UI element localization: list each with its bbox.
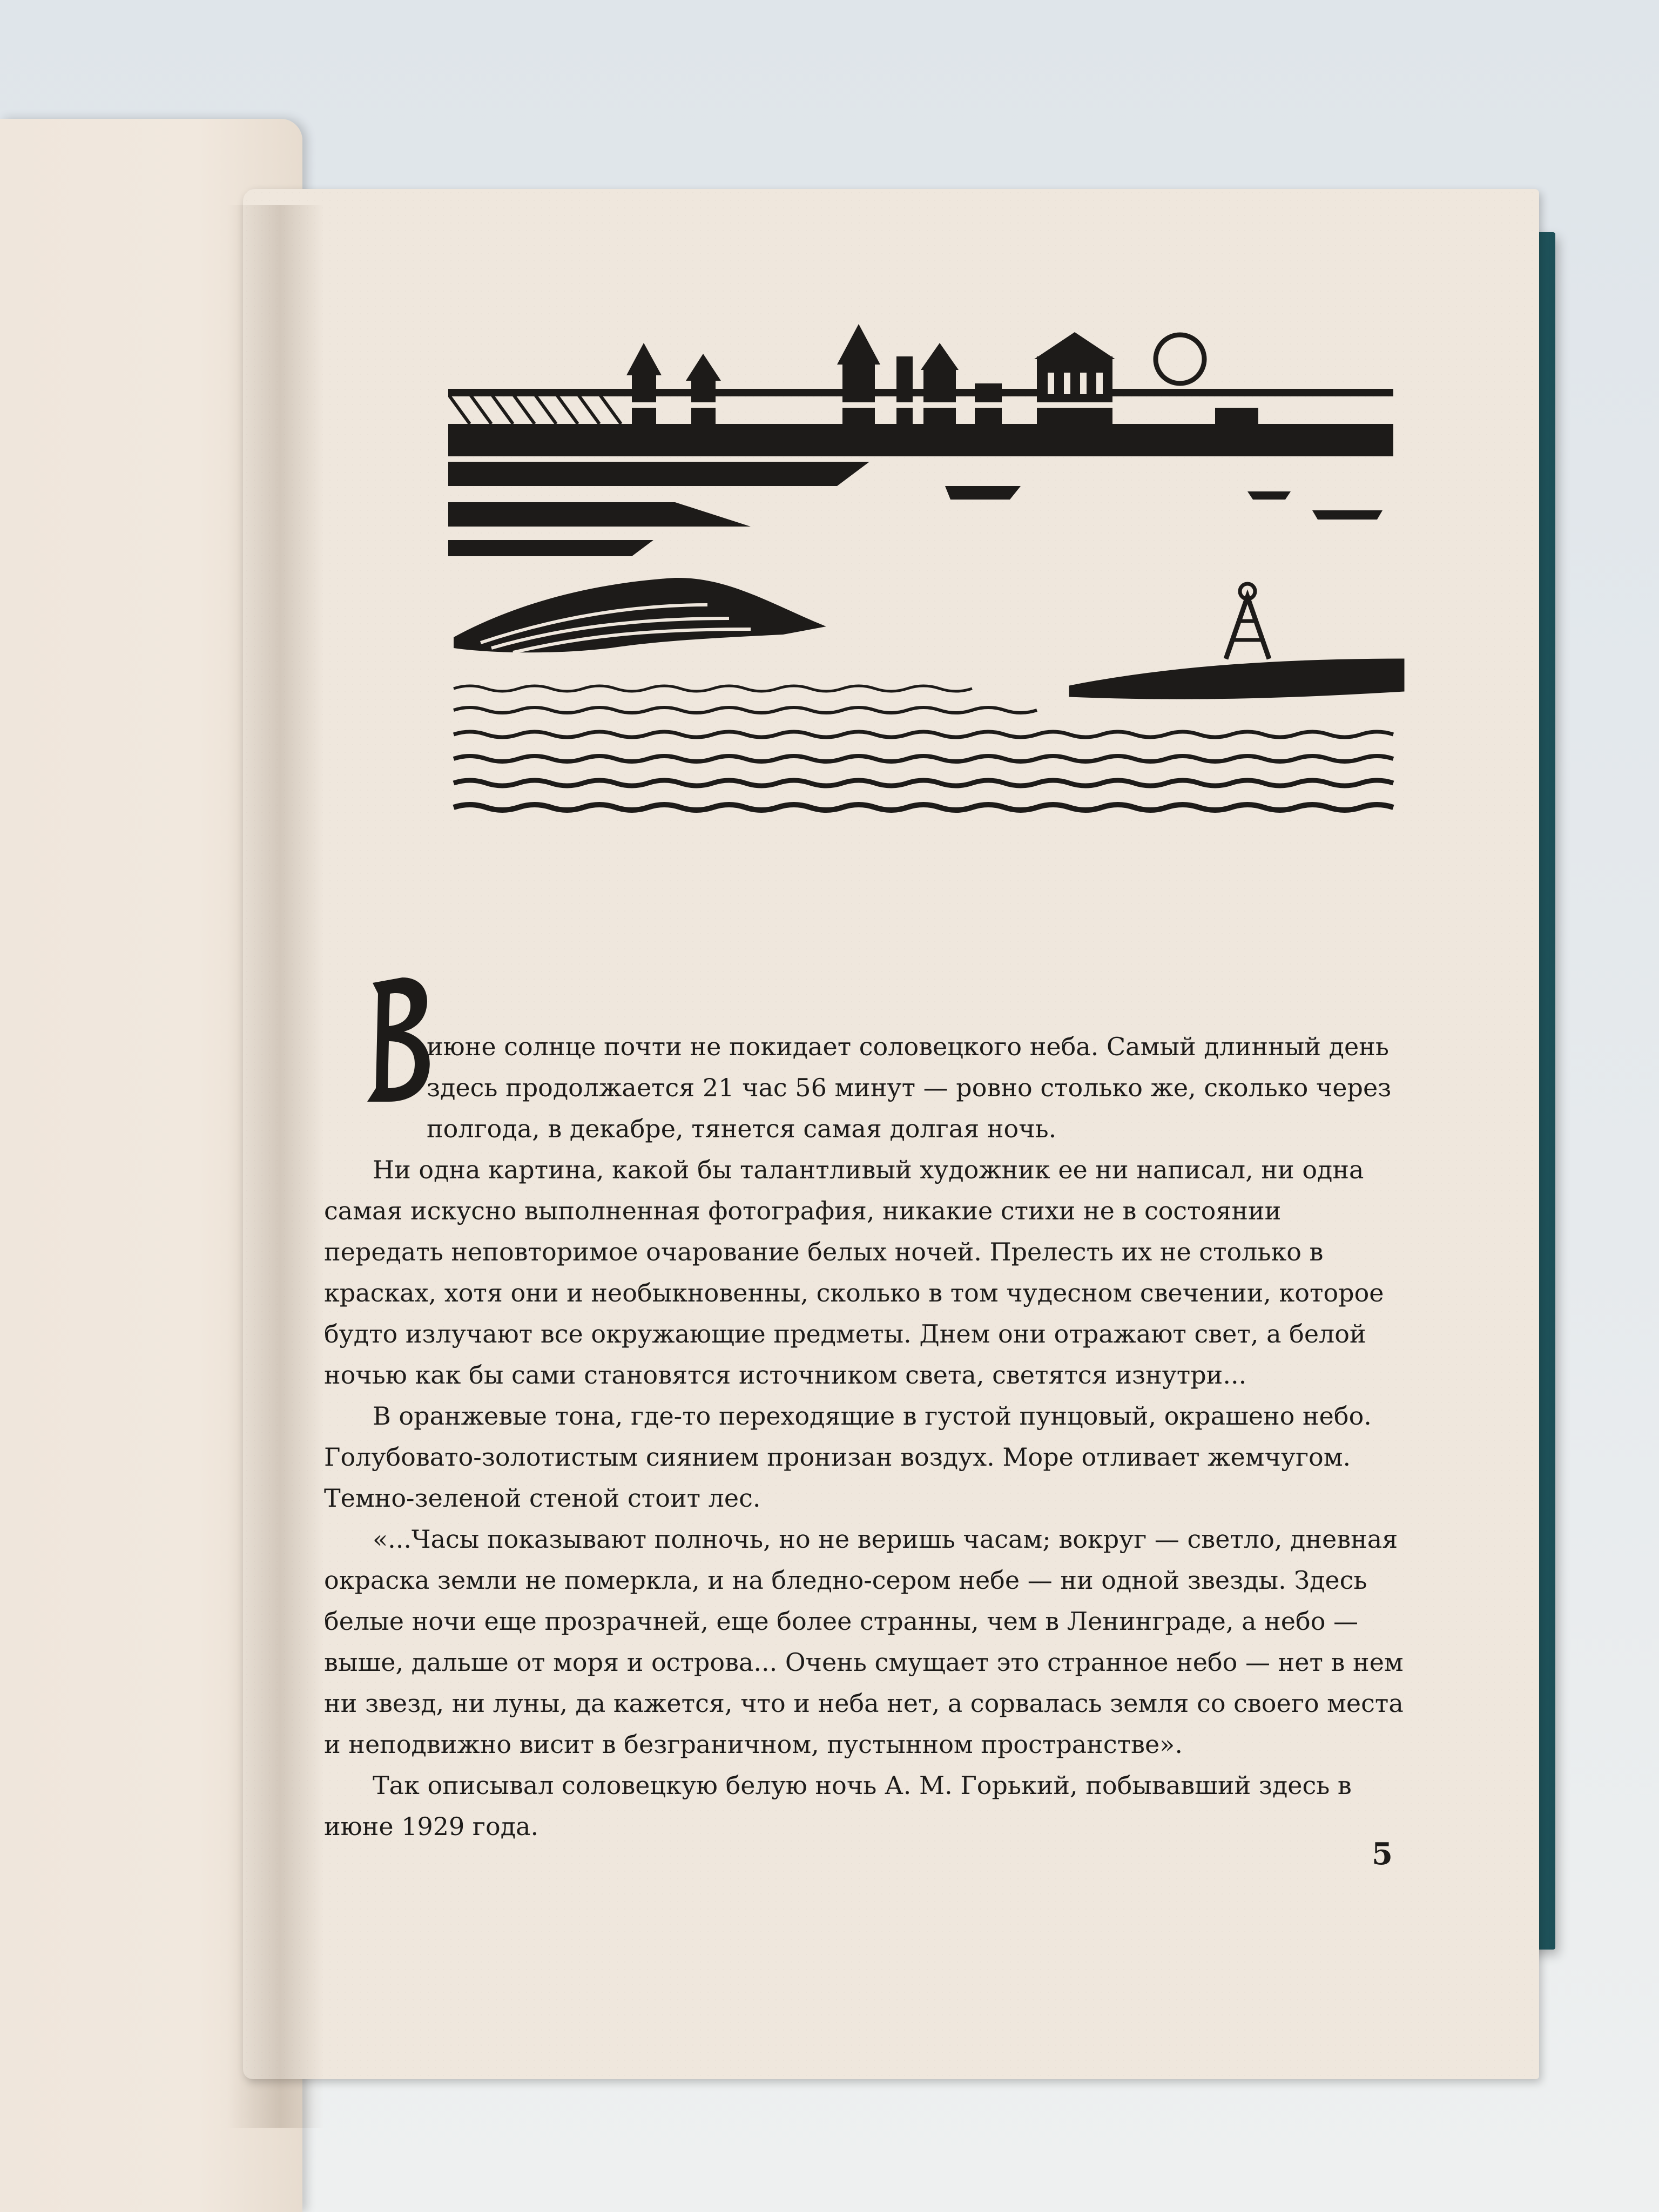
island-right-with-beacon [1069, 584, 1404, 699]
shore-and-boats [448, 462, 1382, 556]
paragraph-1: июне солнце почти не покидает соловецкого неба. Самый длинный день здесь продолжается 21 час 56 минут — ровно столько же, сколько через полгода, в декабре, тянется самая долгая ночь. [427, 1032, 1392, 1143]
kremlin-wall [448, 324, 1393, 456]
paragraph-4-quote: «...Часы показывают полночь, но не веришь часам; вокруг — светло, дневная окраска земли не померкла, и на бледно-сером небе — ни одной звезды. Здесь белые ночи еще прозрачней, еще более странны, чем в Ленинграде, а небо — выше, дальше от моря и острова... Очень смущает это странное небо — нет в нем ни звезд, ни луны, да кажется, что и неба нет, а сорвалась земля со своего места и неподвижно висит в безграничном, пустынном пространстве». [324, 1525, 1404, 1759]
solovki-engraving-illustration [448, 324, 1410, 864]
island-left [454, 578, 826, 652]
paragraph-2: Ни одна картина, какой бы талантливый художник ее ни написал, ни одна самая искусно выполненная фотография, никакие стихи не в состоянии передать неповторимое очарование белых ночей. Прелесть их не столько в красках, хотя они и необыкновенны, сколько в том чудесном свечении, которое будто излучают все окружающие предметы. Днем они отражают свет, а белой ночью как бы сами становятся источником света, светятся изнутри... [324, 1155, 1384, 1390]
book-page [243, 189, 1539, 2079]
page-number: 5 [1372, 1836, 1393, 1872]
moon [1156, 335, 1204, 383]
page-gutter-shadow [227, 205, 324, 2128]
paragraph-5: Так описывал соловецкую белую ночь А. М. Горький, побывавший здесь в июне 1929 года. [324, 1771, 1352, 1841]
body-text [324, 1026, 1404, 1847]
paragraph-3: В оранжевые тона, где-то переходящие в густой пунцовый, окрашено небо. Голубовато-золотистым сиянием пронизан воздух. Море отливает жемчугом. Темно-зеленой стеной стоит лес. [324, 1401, 1372, 1513]
sea-waves [454, 686, 1393, 810]
bridge-trusses [448, 394, 621, 424]
